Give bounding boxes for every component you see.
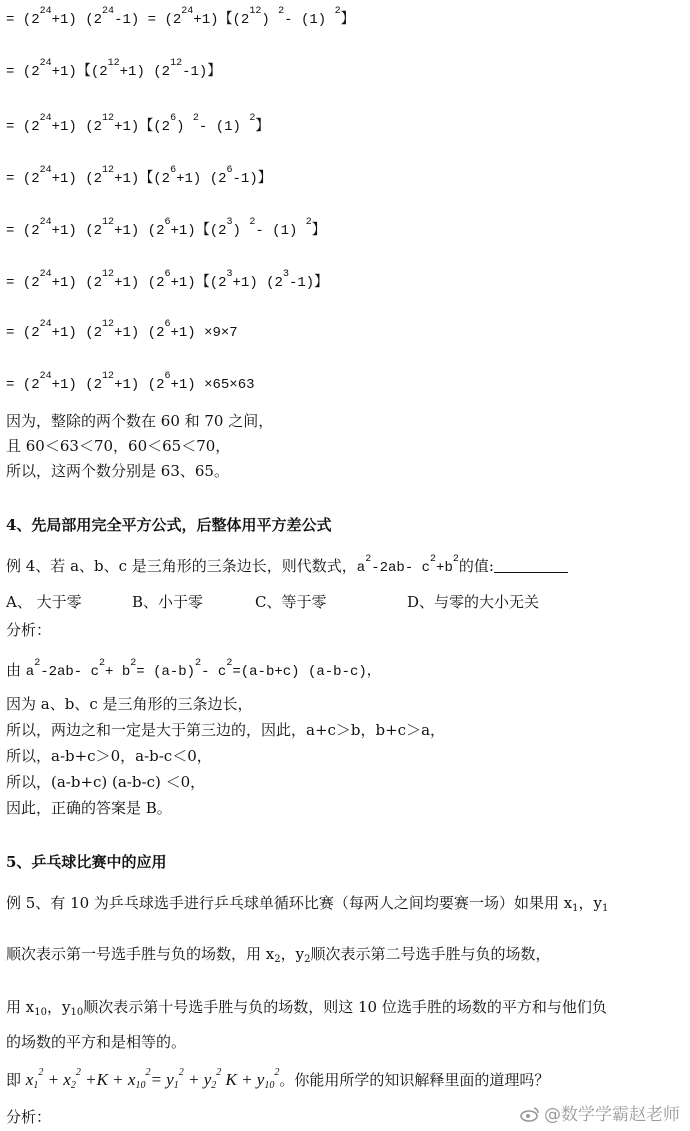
reasoning-line-4: 所以，(a-b+c) (a-b-c) ＜0， xyxy=(6,773,206,791)
example-5-text-2: 顺次表示第一号选手胜与负的场数，用 x xyxy=(6,945,275,963)
analysis-label-5: 分析： xyxy=(6,1108,52,1126)
step-4: = $(2^{24}+1)$ $(2^{12}+1)$【$(2^6+1)$ $(2^6-1)$】 xyxy=(6,165,272,187)
options-row xyxy=(6,592,539,612)
step-2: = $(2^{24}+1)$【$(2^{12}+1)$ $(2^{12}-1)$】 xyxy=(6,58,222,80)
option-d[interactable]: D、与零的大小无关 xyxy=(407,593,540,611)
example-5-text-3c: 顺次表示第十号选手胜与负的场数，则这 10 位选手胜的场数的平方和与他们负 xyxy=(83,998,607,1016)
step-1: = $(2^{24}+1) (2^{24}-1) = (2^{24}+1)$【$(2^{12})$ $^2$- (1) $^2$】 xyxy=(6,6,355,28)
derivation-prefix: 由 xyxy=(6,661,26,679)
example-4-expression: $a^2-2ab-$ $c^2+b^2$ xyxy=(356,554,459,576)
analysis-label-4: 分析： xyxy=(6,621,52,639)
derivation-suffix: (a-b+c) (a-b-c)， xyxy=(240,664,381,680)
step-8: = $(2^{24}+1)$ $(2^{12}+1)$ $(2^6+1) \times 65\times 63$ xyxy=(6,371,255,393)
example-5-text-5a: 即 xyxy=(6,1071,26,1089)
step-7: = $(2^{24}+1)$ $(2^{12}+1)$ $(2^6+1) \times 9\times 7$ xyxy=(6,319,238,341)
example-5-text-3b: ，y xyxy=(46,998,71,1016)
derivation-expression: $a^2-2ab-$ $c^2+ b^2= (a-b)^2-$ $c^2=$ xyxy=(25,658,241,680)
section-5-title: 5、乒乓球比赛中的应用 xyxy=(6,853,167,871)
watermark xyxy=(520,1100,680,1125)
sum-of-squares-equation: $x_1^2 + x_2^2 +K + x_{10}^2= y_1^2 + y_2^2$ $K + y_{10}^2$ xyxy=(25,1067,280,1091)
example-5-text-1: 例 5、有 10 为乒乓球选手进行乒乓球单循环比赛（每两人之间均要赛一场）如果用 x xyxy=(6,894,573,912)
step-5: = $(2^{24}+1)$ $(2^{12}+1)$ $(2^6+1)$【$(2^3)$ $^2$- (1) $^2$】 xyxy=(6,217,326,239)
conclusion-line-3: 所以，这两个数分别是 63、65。 xyxy=(6,462,229,480)
example-5-line-2: 顺次表示第一号选手胜与负的场数，用 $x_2$，$y_2$顺次表示第二号选手胜与负的场数， xyxy=(6,945,551,965)
example-5-line-4: 的场数的平方和是相等的。 xyxy=(6,1033,187,1051)
step-3: = $(2^{24}+1)$ $(2^{12}+1)$【$(2^6)$ $^2$- (1) $^2$】 xyxy=(6,113,270,135)
example-5-line-1: 例 5、有 10 为乒乓球选手进行乒乓球单循环比赛（每两人之间均要赛一场）如果用 $x_1$，$y_1$ xyxy=(6,894,609,914)
example-4-prefix: 例 4、若 a、b、c 是三角形的三条边长，则代数式， xyxy=(6,557,357,575)
example-5-text-2c: 顺次表示第二号选手胜与负的场数， xyxy=(310,945,551,963)
example-5-text-5b: 。你能用所学的知识解释里面的道理吗？ xyxy=(279,1071,550,1089)
example-5-text-3: 用 x xyxy=(6,998,35,1016)
derivation-line xyxy=(6,660,381,684)
example-5-text-2b: ，y xyxy=(280,945,305,963)
answer-blank[interactable] xyxy=(494,558,568,573)
step-6: = $(2^{24}+1)$ $(2^{12}+1)$ $(2^6+1)$【$(2^3+1)$ $(2^3-1)$】 xyxy=(6,269,329,291)
reasoning-line-5: 因此，正确的答案是 B。 xyxy=(6,799,172,817)
conclusion-line-1: 因为，整除的两个数在 60 和 70 之间， xyxy=(6,412,274,430)
option-b[interactable]: B、小于零 xyxy=(132,593,204,611)
reasoning-line-2: 所以，两边之和一定是大于第三边的，因此，a+c＞b，b+c＞a， xyxy=(6,721,446,739)
example-5-line-5 xyxy=(6,1067,550,1093)
option-a[interactable]: A、 大于零 xyxy=(6,593,82,611)
option-c[interactable]: C、等于零 xyxy=(255,593,327,611)
reasoning-line-3: 所以，a-b+c＞0，a-b-c＜0， xyxy=(6,747,212,765)
conclusion-line-2: 且 60＜63＜70，60＜65＜70， xyxy=(6,437,231,455)
watermark-text: @数学学霸赵老师 xyxy=(544,1105,680,1125)
reasoning-line-1: 因为 a、b、c 是三角形的三条边长， xyxy=(6,695,253,713)
example-5-text-1b: ，y xyxy=(578,894,603,912)
weibo-logo-icon xyxy=(520,1106,540,1122)
section-4-title: 4、先局部用完全平方公式，后整体用平方差公式 xyxy=(6,516,332,534)
example-5-line-3: 用 $x_{10}$，$y_{10}$顺次表示第十号选手胜与负的场数，则这 10 位选手胜的场数的平方和与他们负 xyxy=(6,998,607,1018)
example-4-suffix: 的值: xyxy=(458,557,494,575)
example-4 xyxy=(6,556,568,580)
